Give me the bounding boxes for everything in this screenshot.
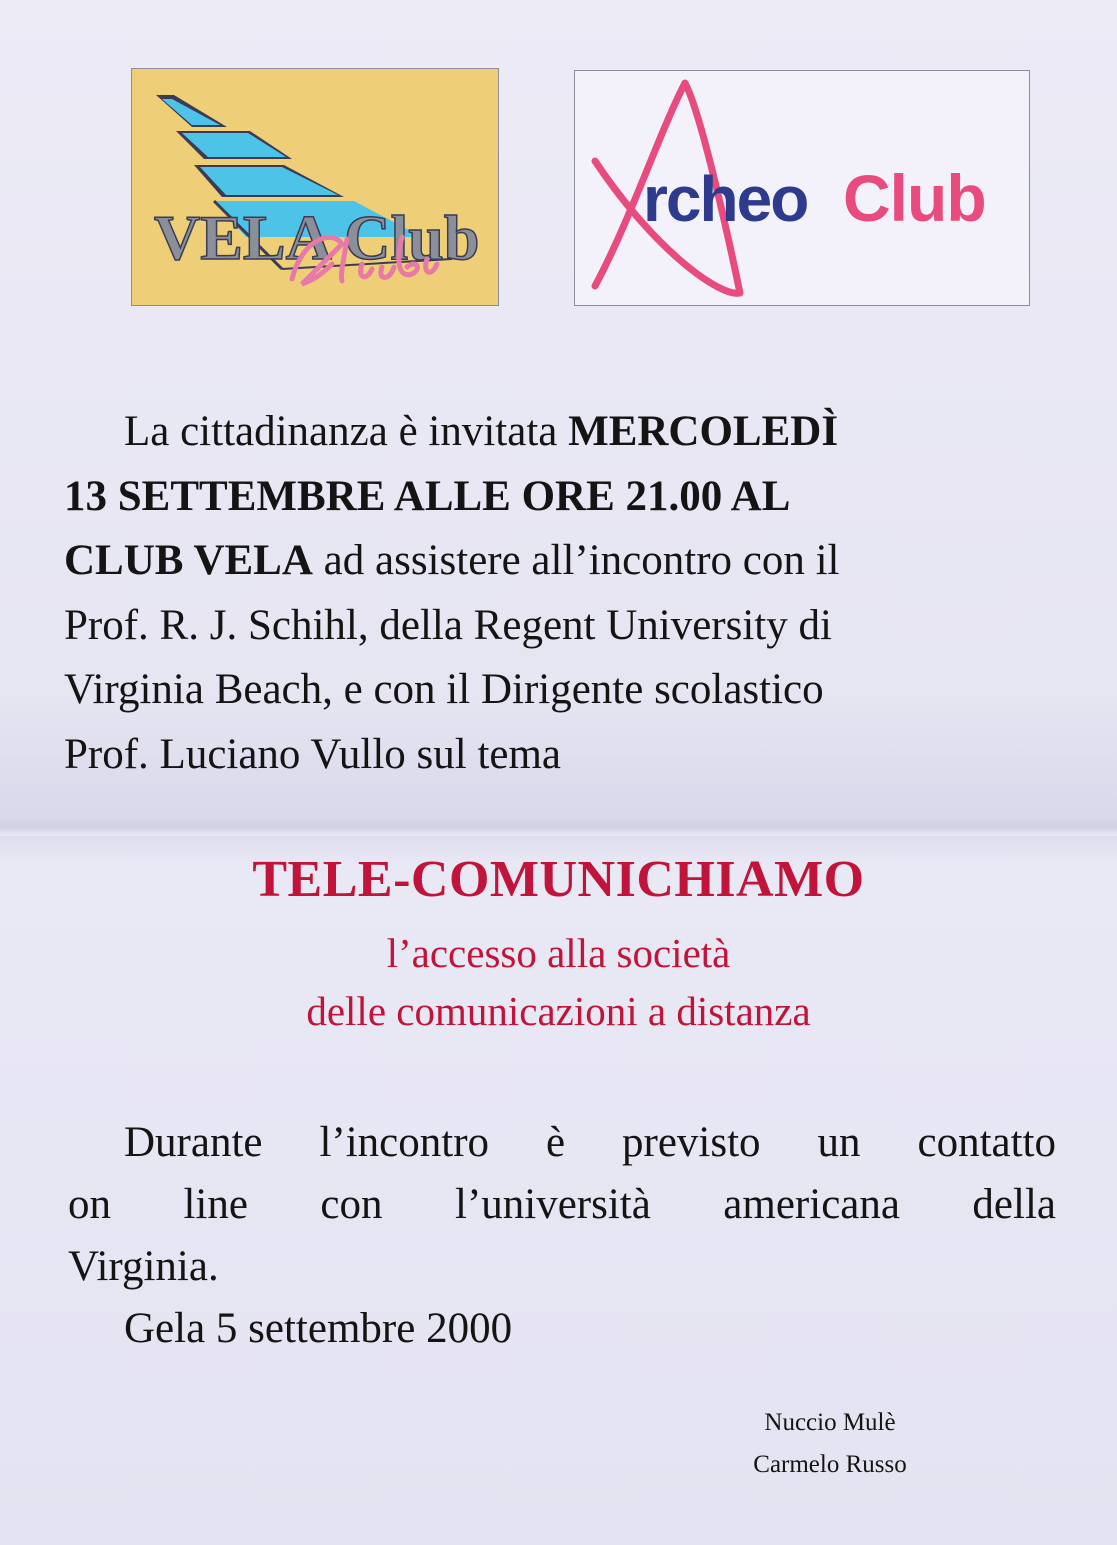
archeo-wordmark: rcheo <box>643 163 808 235</box>
topic-subtitle-2: delle comunicazioni a distanza <box>306 988 811 1034</box>
place-date: Gela 5 settembre 2000 <box>124 1305 513 1352</box>
paper-fold-crease <box>0 818 1117 836</box>
club-wordmark: Club <box>843 161 986 235</box>
invitation-rest-1: ad assistere all’incontro con il <box>323 537 840 584</box>
invitation-date-time: 13 SETTEMBRE ALLE ORE 21.00 AL <box>64 472 791 520</box>
topic-subtitle-1: l’accesso alla società <box>386 930 731 976</box>
invitation-rest-4: Prof. Luciano Vullo sul tema <box>64 730 562 778</box>
vela-wordmark: VELA Club <box>154 202 480 273</box>
vela-club-logo <box>131 68 499 306</box>
details-line-2: on line con l’università americana della <box>68 1181 1056 1228</box>
club-script-graphic <box>272 219 482 299</box>
signature-2: Carmelo Russo <box>753 1451 907 1478</box>
invitation-paragraph <box>64 400 1070 787</box>
details-line-1: Durante l’incontro è previsto un contatto <box>124 1119 1056 1166</box>
topic-title: TELE-COMUNICHIAMO <box>252 851 865 908</box>
signature-1: Nuccio Mulè <box>764 1409 896 1436</box>
details-paragraph <box>68 1112 1056 1236</box>
invitation-rest-3: Virginia Beach, e con il Dirigente scolastico <box>64 666 824 713</box>
details-line-3: Virginia. <box>68 1243 219 1290</box>
invitation-rest-2: Prof. R. J. Schihl, della Regent University di <box>64 601 832 649</box>
invitation-venue: CLUB VELA <box>64 537 313 584</box>
invitation-intro: La cittadinanza è invitata <box>124 408 558 455</box>
archeoclub-logo <box>574 70 1030 306</box>
archeoclub-logo-graphic <box>575 71 1030 306</box>
invitation-day: MERCOLEDÌ <box>568 408 839 455</box>
